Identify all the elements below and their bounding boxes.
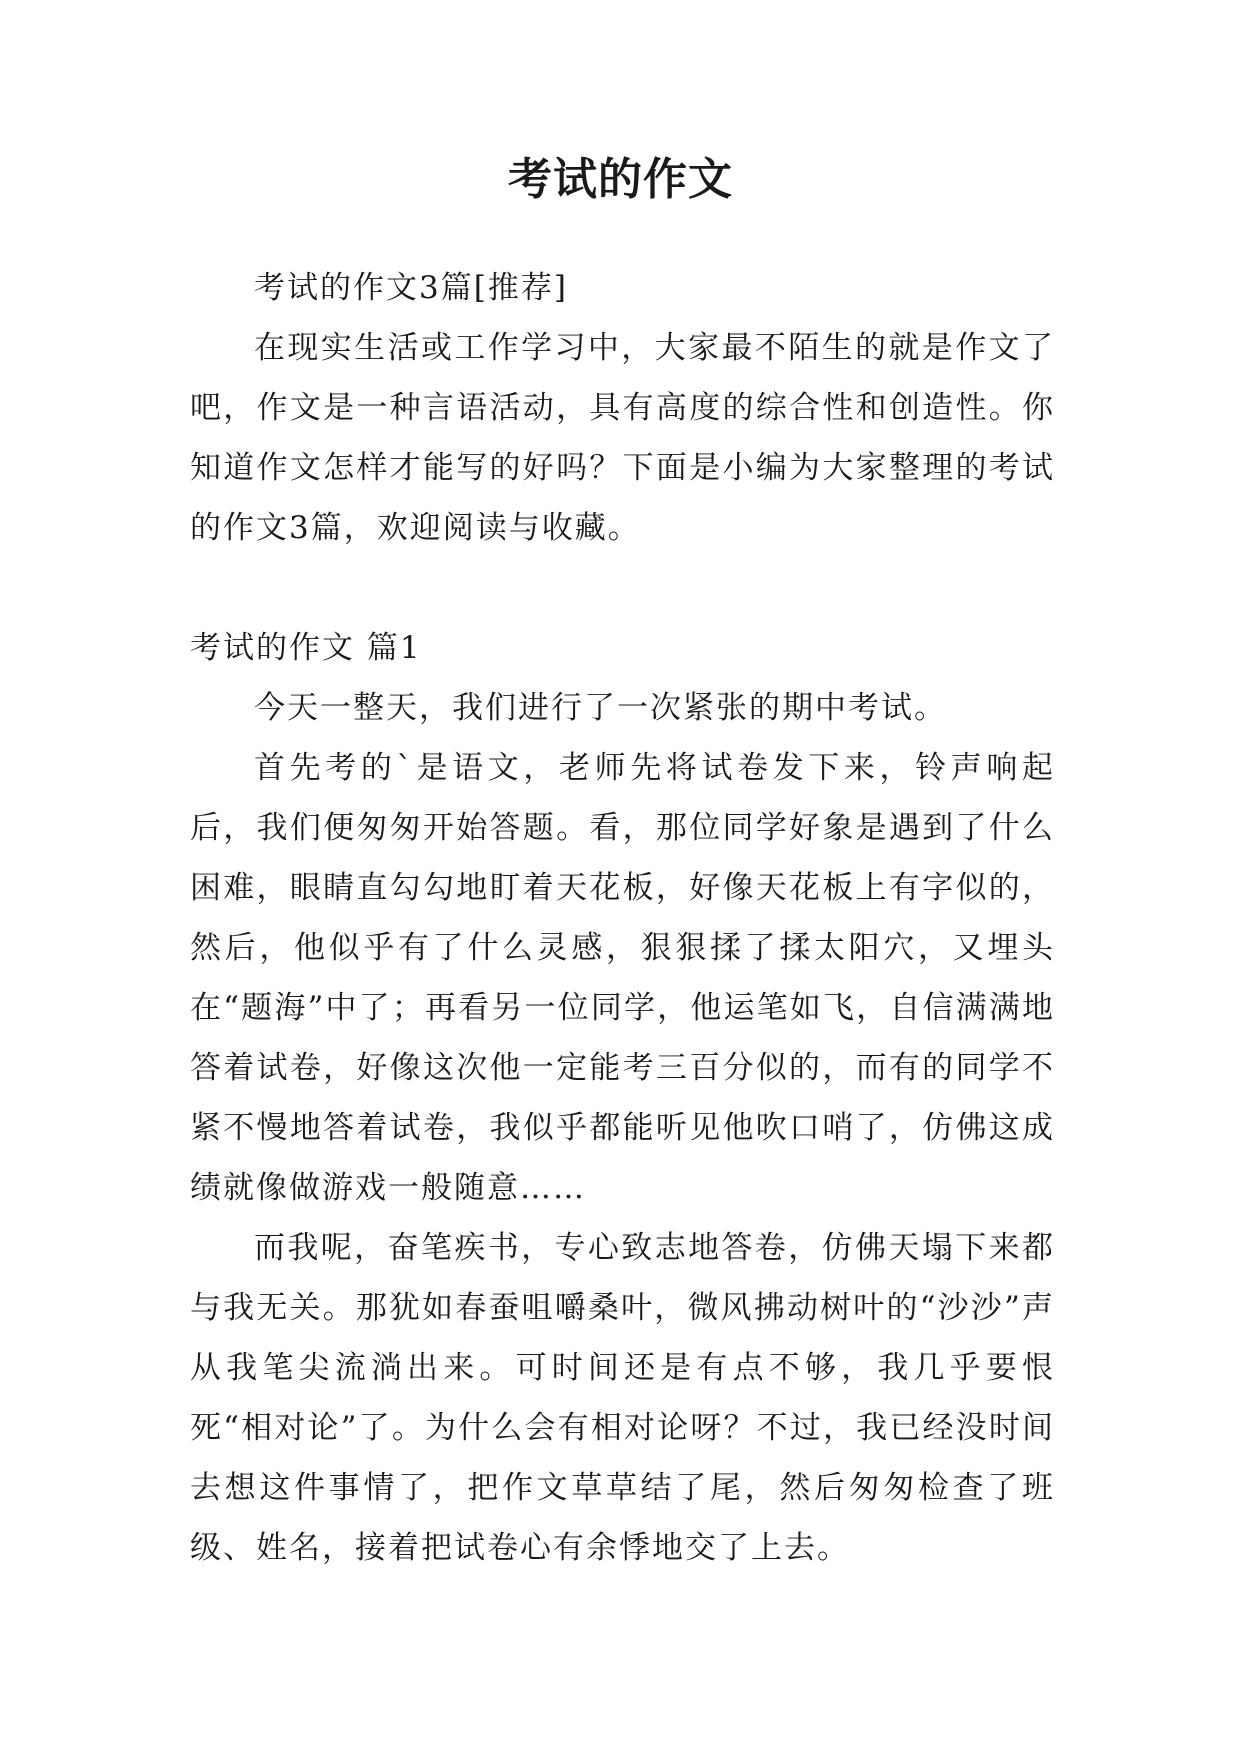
document-title: 考试的作文: [508, 154, 733, 205]
section-spacer: [190, 558, 1055, 618]
body-paragraph: 首先考的`是语文，老师先将试卷发下来，铃声响起后，我们便匆匆开始答题。看，那位同学好象是遇到了什么困难，眼睛直勾勾地盯着天花板，好像天花板上有字似的，然后，他似乎有了什么灵感，狠狠揉了揉太阳穴，又埋头在“题海”中了；再看另一位同学，他运笔如飞，自信满满地答着试卷，好像这次他一定能考三百分似的，而有的同学不紧不慢地答着试卷，我似乎都能听见他吹口哨了，仿佛这成绩就像做游戏一般随意……: [190, 750, 1055, 1206]
body-paragraph: 而我呢，奋笔疾书，专心致志地答卷，仿佛天塌下来都与我无关。那犹如春蚕咀嚼桑叶，微风拂动树叶的“沙沙”声从我笔尖流淌出来。可时间还是有点不够，我几乎要恨死“相对论”了。为什么会有相对论呀？不过，我已经没时间去想这件事情了，把作文草草结了尾，然后匆匆检查了班级、姓名，接着把试卷心有余悸地交了上去。: [190, 1230, 1055, 1566]
document-subtitle: 考试的作文3篇[推荐]: [254, 270, 568, 306]
intro-paragraph: 在现实生活或工作学习中，大家最不陌生的就是作文了吧，作文是一种言语活动，具有高度的综合性和创造性。你知道作文怎样才能写的好吗？下面是小编为大家整理的考试的作文3篇，欢迎阅读与收藏。: [190, 330, 1055, 546]
document-body: [190, 258, 1055, 1578]
section-heading: 考试的作文 篇1: [190, 630, 422, 666]
body-paragraph: 今天一整天，我们进行了一次紧张的期中考试。: [254, 690, 947, 726]
